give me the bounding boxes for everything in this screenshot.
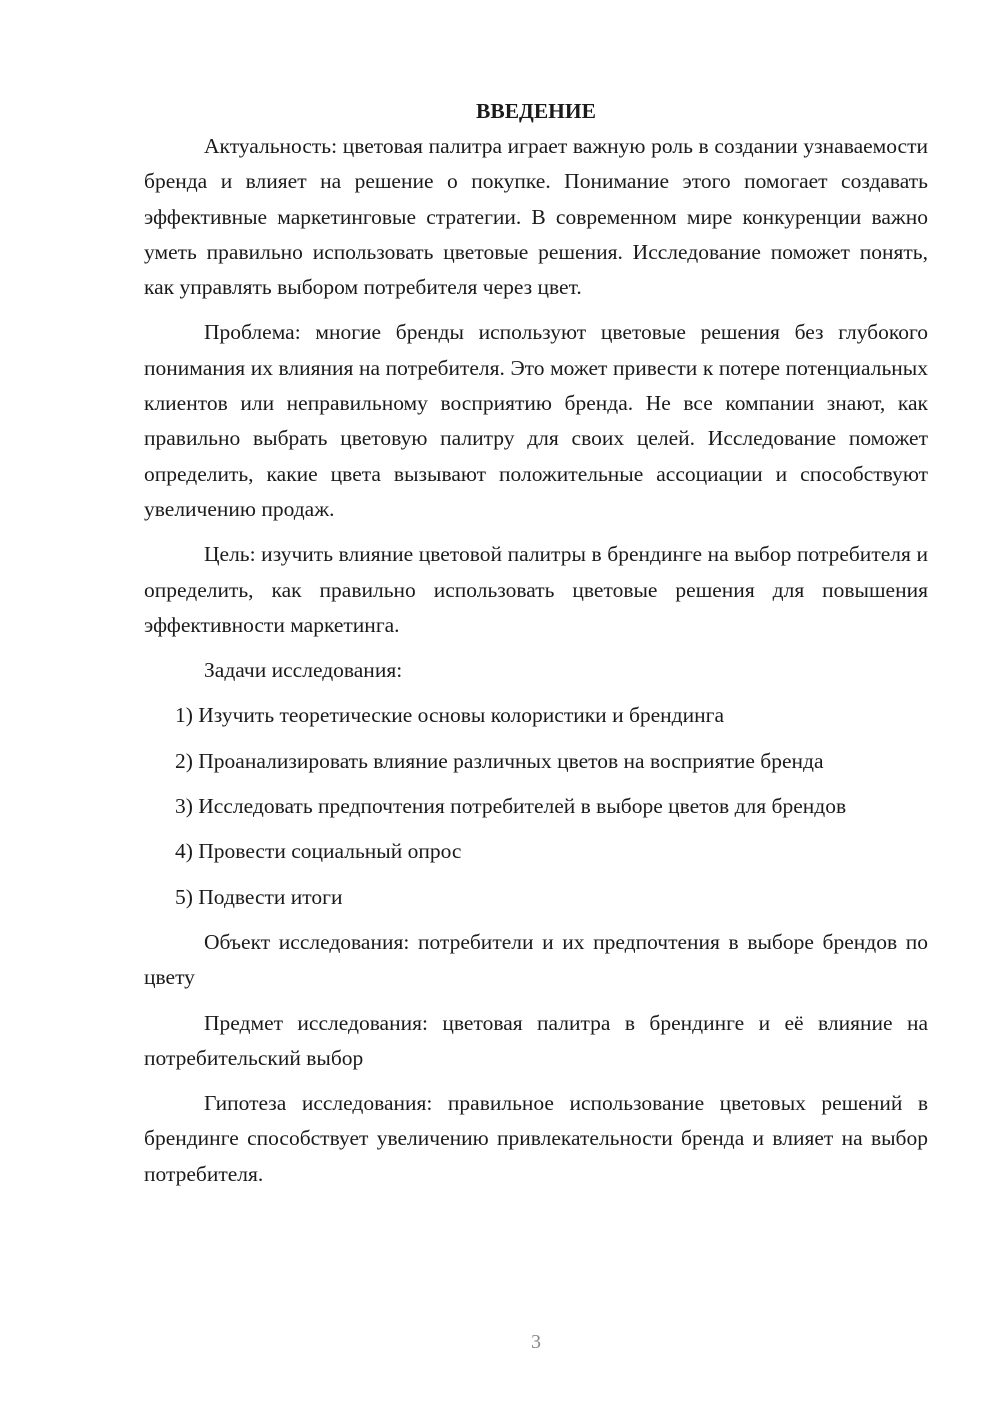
list-item: 2) Проанализировать влияние различных цветов на восприятие бренда [175, 748, 824, 773]
paragraph-problem: Проблема: многие бренды используют цветовые решения без глубокого понимания их влияния на потребителя. Это может привести к потере потенциальных клиентов или неправильному восприятию бренда. Не все компании знают, как правильно выбрать цветовую палитру для своих целей. Исследование поможет определить, какие цвета вызывают положительные ассоциации и способствуют увеличению продаж. [144, 320, 928, 521]
page-content [144, 94, 928, 1192]
section-title: ВВЕДЕНИЕ [476, 99, 596, 123]
list-item: 4) Провести социальный опрос [175, 839, 462, 864]
paragraph-hypothesis: Гипотеза исследования: правильное использование цветовых решений в брендинге способствует увеличению привлекательности бренда и влияет на выбор потребителя. [144, 1091, 928, 1186]
list-item: 3) Исследовать предпочтения потребителей в выборе цветов для брендов [175, 794, 847, 819]
page-number: 3 [531, 1331, 541, 1353]
paragraph-goal: Цель: изучить влияние цветовой палитры в брендинге на выбор потребителя и определить, как правильно использовать цветовые решения для повышения эффективности маркетинга. [144, 542, 928, 637]
tasks-heading: Задачи исследования: [204, 658, 403, 683]
paragraph-object: Объект исследования: потребители и их предпочтения в выборе брендов по цвету [144, 929, 928, 990]
tasks-list [144, 698, 928, 914]
list-item: 5) Подвести итоги [175, 884, 343, 909]
list-item: 1) Изучить теоретические основы колористики и брендинга [175, 703, 724, 728]
paragraph-subject: Предмет исследования: цветовая палитра в брендинге и её влияние на потребительский выбор [144, 1010, 928, 1070]
paragraph-relevance: Актуальность: цветовая палитра играет важную роль в создании узнаваемости бренда и влияет на решение о покупке. Понимание этого помогает создавать эффективные маркетинговые стратегии. В современном мире конкуренции важно уметь правильно использовать цветовые решения. Исследование поможет понять, как управлять выбором потребителя через цвет. [144, 134, 928, 300]
